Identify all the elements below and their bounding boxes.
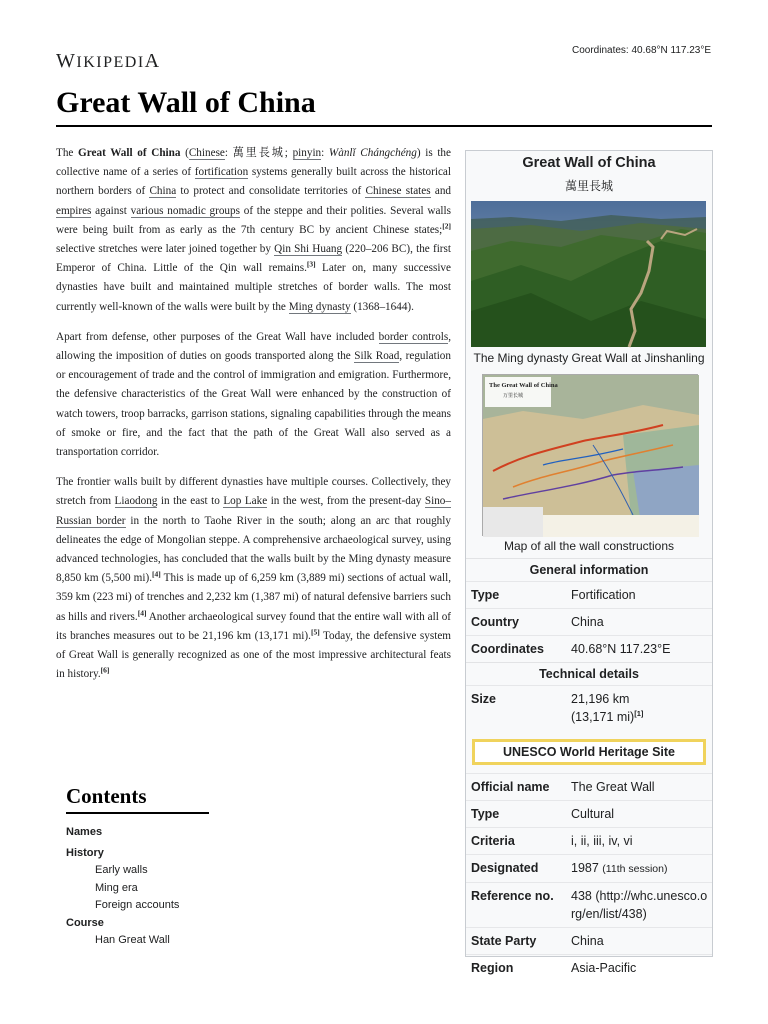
infobox-row-region bbox=[466, 954, 712, 981]
general-information-header: General information bbox=[466, 558, 712, 581]
chinese-states-link[interactable]: Chinese states bbox=[365, 185, 431, 198]
infobox-native-name: 萬里長城 bbox=[564, 179, 613, 193]
reference-4a[interactable]: [4] bbox=[152, 569, 161, 579]
fortification-link[interactable]: fortification bbox=[194, 166, 249, 179]
state-party-label: State Party bbox=[471, 934, 537, 948]
size-label: Size bbox=[471, 692, 497, 706]
reference-value[interactable]: 438 (http://whc.unesco.org/en/list/438) bbox=[571, 889, 708, 921]
map-graphic bbox=[483, 375, 699, 537]
sino-russian-border-link[interactable]: Sino–Russian border bbox=[56, 495, 451, 527]
toc-item-han-great-wall[interactable]: Han Great Wall bbox=[95, 933, 170, 946]
infobox-row-criteria bbox=[466, 827, 712, 854]
pinyin-text: Wànlǐ Chángchéng bbox=[328, 147, 417, 159]
purpose-paragraph: Apart from defense, other purposes of the Great Wall have included border controls, allowing the imposition of duties on goods transported along the Silk Road, regulation or encouragement of trade and the control of immigration and emigration. Furthermore, the defensive characteristics of the Great Wall were enhanced by the construction of watch towers, troop barracks, garrison stations, signaling capabilities through the means of smoke or fire, and the fact that the path of the Great Wall also served as a transportation corridor. bbox=[56, 330, 451, 459]
reference-3[interactable]: [3] bbox=[306, 259, 316, 269]
country-value[interactable]: China bbox=[571, 615, 604, 629]
empires-link[interactable]: empires bbox=[56, 204, 92, 217]
china-link[interactable]: China bbox=[149, 185, 177, 198]
official-name-value: The Great Wall bbox=[571, 780, 655, 794]
photo-caption: The Ming dynasty Great Wall at Jinshanling bbox=[473, 351, 705, 365]
liaodong-link[interactable]: Liaodong bbox=[114, 495, 158, 508]
title-divider bbox=[56, 125, 712, 127]
extent-paragraph: The frontier walls built by different dynasties have multiple courses. Collectively, they stretch from Liaodong in the east to Lop Lake in the west, from the present-day Sino–Russian border in the north to Taohe River in the south; along an arc that roughly delineates the edge of Mongolian steppe. A comprehensive archaeological survey, using advanced technologies, has concluded that the walls built by the Ming dynasty measure 8,850 km (5,500 mi).[4] This is made up of 6,259 km (3,889 mi) sections of actual wall, 359 km (223 mi) of trenches and 2,232 km (1,387 mi) of natural defensive barriers such as hills and rivers.[4] Another archaeological survey found that the entire wall with all of its branches measures out to be 21,196 km (13,171 mi).[5] Today, the defensive system of Great Wall is generally recognized as one of the most impressive architectural feats in history.[6] bbox=[56, 476, 452, 681]
toc-item-ming-era[interactable]: Ming era bbox=[95, 881, 138, 894]
toc-title: Contents bbox=[66, 784, 147, 808]
country-label: Country bbox=[471, 615, 519, 629]
region-value[interactable]: Asia-Pacific bbox=[571, 961, 637, 975]
reference-2[interactable]: [2] bbox=[442, 221, 451, 231]
wall-map-image[interactable] bbox=[482, 374, 698, 536]
map-title: The Great Wall of China bbox=[489, 382, 558, 389]
size-value: 21,196 km (13,171 mi)[1] bbox=[571, 692, 644, 724]
toc-item-course[interactable]: Course bbox=[66, 916, 104, 929]
reference-label: Reference no. bbox=[471, 889, 554, 903]
reference-4b[interactable]: [4] bbox=[137, 607, 147, 617]
infobox-row-type bbox=[466, 581, 712, 608]
type-value[interactable]: Fortification bbox=[571, 588, 636, 602]
unesco-header[interactable]: UNESCO World Heritage Site bbox=[472, 739, 706, 765]
page-title: Great Wall of China bbox=[56, 86, 316, 119]
type-label: Type bbox=[471, 588, 500, 602]
pinyin-link[interactable]: pinyin bbox=[292, 147, 322, 159]
table-of-contents bbox=[66, 784, 266, 949]
infobox-row-country bbox=[466, 608, 712, 635]
article-body bbox=[56, 144, 451, 695]
chinese-link[interactable]: Chinese bbox=[188, 147, 225, 159]
intro-paragraph: The Great Wall of China (Chinese: 萬里長城; pinyin: Wànlǐ Chángchéng) is the collective name of a series of fortification systems generally built across the historical northern borders of China to protect and consolidate territories of Chinese states and empires against various nomadic groups of the steppe and their polities. Several walls were being built from as early as the 7th century BC by ancient Chinese states;[2] selective stretches were later joined together by Qin Shi Huang (220–206 BC), the first Emperor of China. Little of the Qin wall remains.[3] Later on, many successive dynasties have built and maintained multiple stretches of border walls. The most currently well-known of the walls were built by the Ming dynasty (1368–1644). bbox=[56, 147, 452, 313]
map-subtitle: 万里长城 bbox=[503, 393, 524, 399]
qin-shi-huang-link[interactable]: Qin Shi Huang bbox=[274, 243, 343, 256]
map-caption: Map of all the wall constructions bbox=[503, 539, 675, 553]
official-name-label: Official name bbox=[471, 780, 550, 794]
designated-value: 1987 (11th session) bbox=[571, 861, 668, 875]
unesco-type-value: Cultural bbox=[571, 807, 615, 821]
border-controls-link[interactable]: border controls bbox=[378, 330, 449, 343]
unesco-type-label: Type bbox=[471, 807, 500, 821]
reference-5[interactable]: [5] bbox=[310, 627, 320, 637]
photo-graphic bbox=[471, 201, 706, 347]
toc-item-history[interactable]: History bbox=[66, 847, 104, 859]
criteria-value: i, ii, iii, iv, vi bbox=[571, 834, 633, 848]
region-label: Region bbox=[471, 961, 514, 975]
coordinates-value[interactable]: 40.68°N 117.23°E bbox=[571, 642, 671, 656]
toc-item-names[interactable]: Names bbox=[66, 826, 103, 838]
article-subject: Great Wall of China bbox=[78, 147, 181, 159]
reference-6[interactable]: [6] bbox=[100, 665, 110, 675]
toc-divider bbox=[66, 812, 209, 814]
technical-details-header: Technical details bbox=[466, 662, 712, 685]
toc-item-early-walls[interactable]: Early walls bbox=[95, 864, 148, 876]
infobox-row-state-party bbox=[466, 927, 712, 954]
infobox-row-reference bbox=[466, 882, 712, 927]
coordinates-header[interactable]: Coordinates: 40.68°N 117.23°E bbox=[572, 45, 712, 56]
designated-label: Designated bbox=[471, 861, 539, 875]
state-party-value[interactable]: China bbox=[571, 934, 604, 948]
ming-dynasty-link[interactable]: Ming dynasty bbox=[288, 300, 351, 313]
infobox-row-designated bbox=[466, 854, 712, 882]
wikipedia-logo[interactable]: WIKIPEDIA bbox=[56, 50, 161, 72]
size-reference[interactable]: [1] bbox=[634, 708, 644, 718]
infobox-row-size bbox=[466, 685, 712, 730]
infobox-title: Great Wall of China bbox=[522, 155, 656, 171]
silk-road-link[interactable]: Silk Road bbox=[354, 350, 400, 363]
infobox-row-unesco-type bbox=[466, 800, 712, 827]
coordinates-label: Coordinates bbox=[471, 642, 544, 656]
nomadic-groups-link[interactable]: various nomadic groups bbox=[130, 204, 240, 217]
criteria-label: Criteria bbox=[471, 834, 515, 848]
lop-lake-link[interactable]: Lop Lake bbox=[223, 495, 268, 508]
infobox bbox=[465, 150, 713, 975]
infobox-row-official-name bbox=[466, 773, 712, 800]
infobox-row-coordinates bbox=[466, 635, 712, 662]
toc-item-foreign-accounts[interactable]: Foreign accounts bbox=[95, 899, 180, 911]
great-wall-photo[interactable] bbox=[471, 201, 706, 347]
